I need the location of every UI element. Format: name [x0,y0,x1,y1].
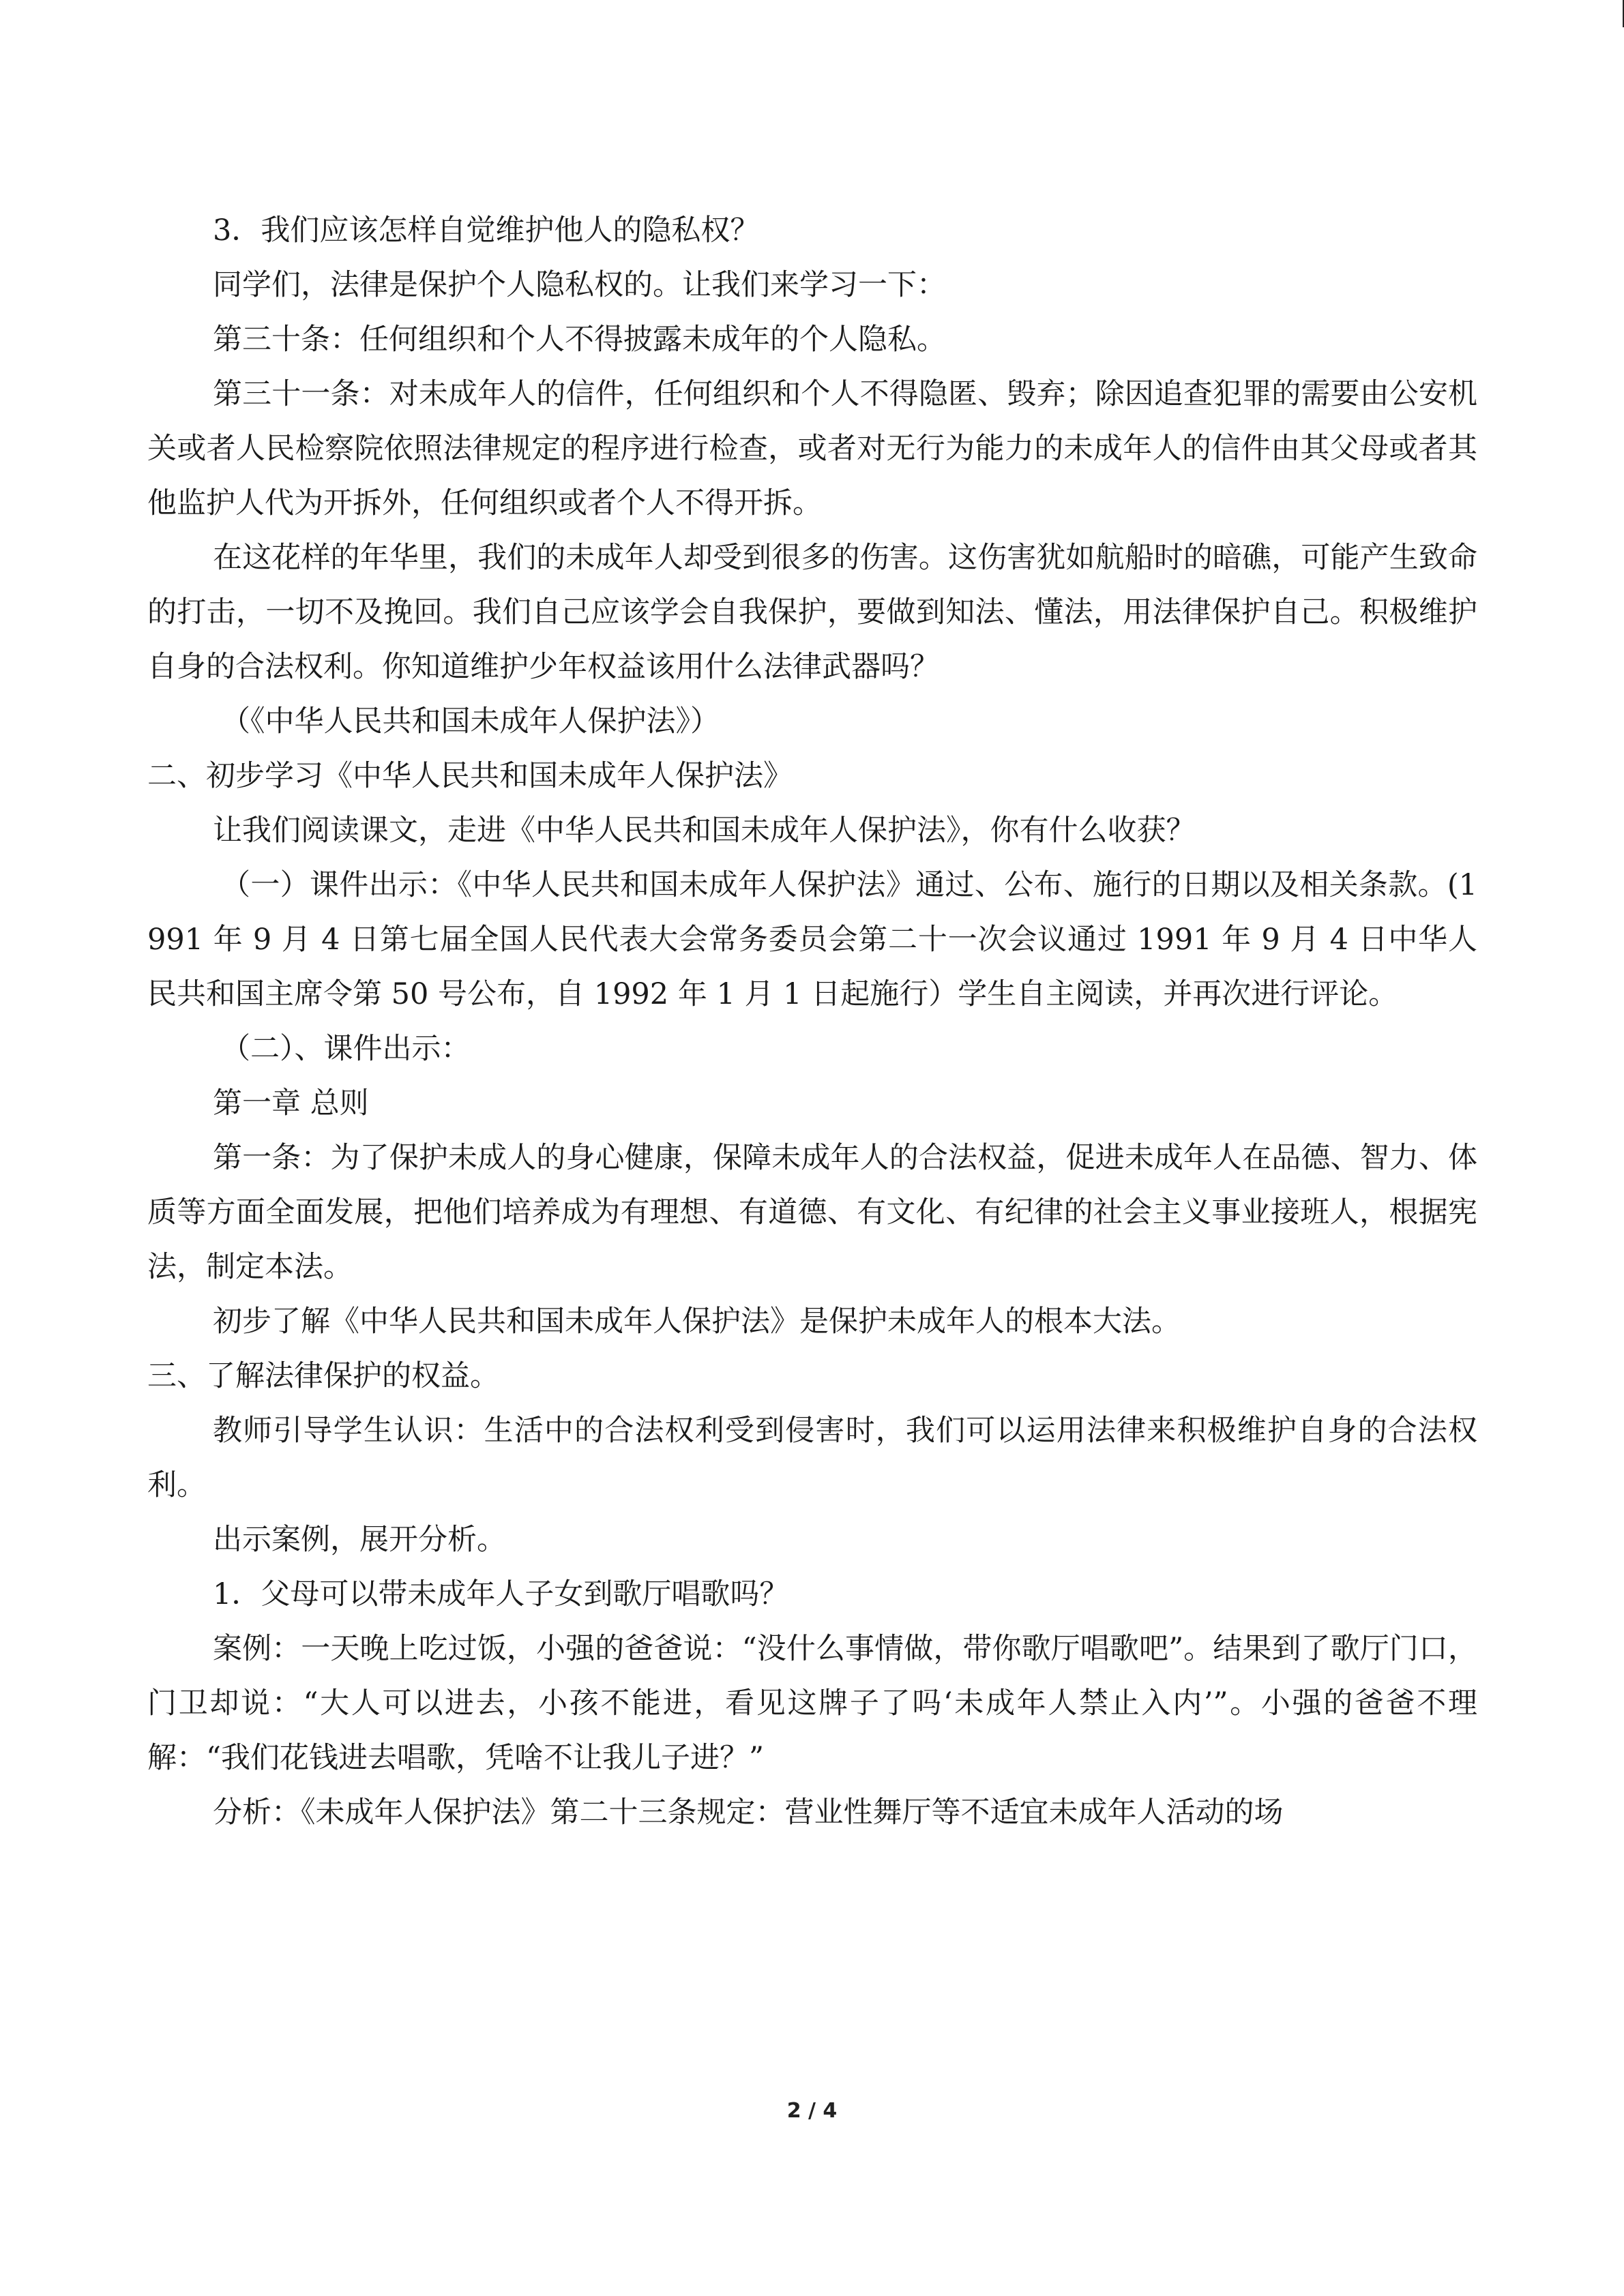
paragraph: 第三十条：任何组织和个人不得披露未成年的个人隐私。 [213,323,946,357]
paragraph: 初步了解《中华人民共和国未成年人保护法》是保护未成年人的根本大法。 [213,1304,1181,1339]
paragraph: 1．父母可以带未成年人子女到歌厅唱歌吗？ [213,1577,789,1611]
paragraph: 在这花样的年华里，我们的未成年人却受到很多的伤害。这伤害犹如航船时的暗礁，可能产生致命的打击，一切不及挽回。我们自己应该学会自我保护，要做到知法、懂法，用法律保护自己。积极维护自身的合法权利。你知道维护少年权益该用什么法律武器吗？ [147,541,1477,684]
paragraph: 分析：《未成年人保护法》第二十三条规定：营业性舞厅等不适宜未成年人活动的场 [213,1795,1284,1830]
section-heading: 三、了解法律保护的权益。 [147,1359,499,1393]
paragraph: 让我们阅读课文，走进《中华人民共和国未成年人保护法》，你有什么收获？ [213,814,1196,848]
paragraph: （《中华人民共和国未成年人保护法》） [221,704,720,739]
section-heading: 二、初步学习《中华人民共和国未成年人保护法》 [147,759,793,793]
paragraph: （二）、课件出示： [221,1032,471,1066]
paragraph: 同学们，法律是保护个人隐私权的。让我们来学习一下： [213,268,946,302]
paragraph: 第一条：为了保护未成人的身心健康，保障未成年人的合法权益，促进未成年人在品德、智力、体质等方面全面发展，把他们培养成为有理想、有道德、有文化、有纪律的社会主义事业接班人，根据宪法，制定本法。 [147,1141,1477,1284]
paragraph: 案例：一天晚上吃过饭，小强的爸爸说：“没什么事情做，带你歌厅唱歌吧”。结果到了歌厅门口，门卫却说：“大人可以进去，小孩不能进，看见这牌子了吗‘未成年人禁止入内’”。小强的爸爸不理解：“我们花钱进去唱歌，凭啥不让我儿子进？” [147,1632,1477,1775]
paragraph: （一）课件出示：《中华人民共和国未成年人保护法》通过、公布、施行的日期以及相关条款。(1991 年 9 月 4 日第七届全国人民代表大会常务委员会第二十一次会议通过 1991 年 9 月 4 日中华人民共和国主席令第 50 号公布，自 1992 年 1 月 1 日起施行）学生自主阅读，并再次进行评论。 [147,868,1477,1011]
paragraph: 第三十一条：对未成年人的信件，任何组织和个人不得隐匿、毁弃；除因追查犯罪的需要由公安机关或者人民检察院依照法律规定的程序进行检查，或者对无行为能力的未成年人的信件由其父母或者其他监护人代为开拆外，任何组织或者个人不得开拆。 [147,377,1477,520]
paragraph: 出示案例，展开分析。 [213,1523,506,1557]
paragraph: 3．我们应该怎样自觉维护他人的隐私权？ [213,213,760,248]
page-number: 2 / 4 [786,2099,838,2123]
paragraph: 教师引导学生认识：生活中的合法权利受到侵害时，我们可以运用法律来积极维护自身的合法权利。 [147,1414,1477,1502]
document-body [147,203,1477,1840]
chapter-heading: 第一章 总则 [213,1086,369,1120]
